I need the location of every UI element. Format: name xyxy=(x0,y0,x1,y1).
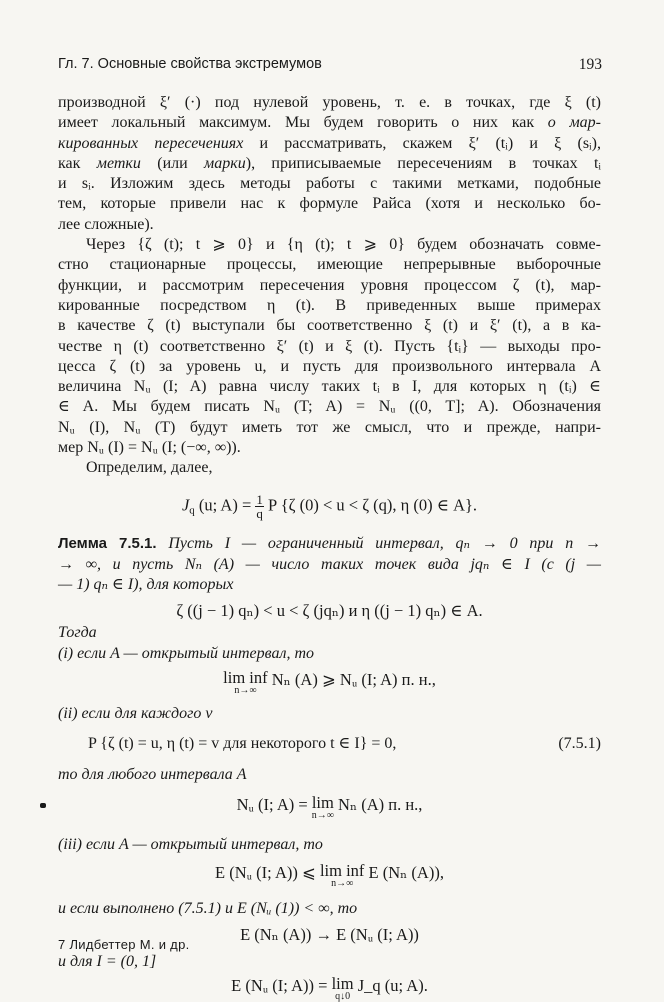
lemma-iii-label xyxy=(58,835,601,855)
lemma-text: и если выполнено (7.5.1) и E (Nᵤ (1)) < ∞, то xyxy=(58,900,358,918)
formula-rhs: Nₙ (A) п. н., xyxy=(338,794,423,814)
text-span: (или xyxy=(140,154,205,172)
lemma-block xyxy=(58,534,601,595)
limit-subscript: n→∞ xyxy=(234,685,257,696)
lemma-text: то для любого интервала A xyxy=(58,765,247,783)
lemma-i-label xyxy=(58,644,601,664)
equation-7-5-1 xyxy=(58,734,601,754)
text-line: и sᵢ. Изложим здесь методы работы с такими метками, подобные xyxy=(58,175,601,193)
italic-term: марки xyxy=(204,154,246,172)
limit-subscript: n→∞ xyxy=(331,878,354,890)
lemma-text: → ∞, и пусть Nₙ (A) — число таких точек вида jqₙ ∈ I (c (j — xyxy=(58,555,601,573)
lemma-then xyxy=(58,623,601,643)
limit-operator xyxy=(223,670,267,696)
lemma-title: Лемма 7.5.1. xyxy=(58,535,157,553)
lemma-ii-then xyxy=(58,765,601,785)
text-line xyxy=(58,113,601,133)
signature-line: 7 Лидбеттер М. и др. xyxy=(58,937,190,952)
lemma-text: Тогда xyxy=(58,624,97,642)
paragraph-2 xyxy=(58,235,601,458)
text-span: и рассматривать, скажем ξ′ (tᵢ) и ξ (sᵢ), xyxy=(243,134,601,152)
text-line xyxy=(58,134,601,154)
text-line: тем, которые привели нас к формуле Райса (хотя и несколько бо- xyxy=(58,195,601,213)
limit-label: lim inf xyxy=(319,861,365,881)
formula-rhs: J_q (u; A). xyxy=(357,976,428,996)
text-line: Nᵤ (I), Nᵤ (T) будут иметь тот же смысл, что и прежде, напри- xyxy=(58,418,601,436)
limit-operator xyxy=(320,863,364,889)
print-mark xyxy=(40,803,46,808)
lemma-text: (iii) если A — открытый интервал, то xyxy=(58,835,323,853)
fraction-numerator: 1 xyxy=(256,491,263,507)
equation-number: (7.5.1) xyxy=(558,735,601,753)
limit-operator xyxy=(311,792,334,821)
lemma-text: Пусть I — ограниченный интервал, qₙ → 0 при n → xyxy=(168,535,602,553)
lemma-text: — 1) qₙ ∈ I), для которых xyxy=(58,575,234,593)
text-span: ), приписываемые пересечениям в точках tᵢ xyxy=(245,154,602,172)
lemma-condition: ζ ((j − 1) qₙ) < u < ζ (jqₙ) и η ((j − 1) qₙ) ∈ A. xyxy=(176,601,483,621)
text-line: Через {ζ (t); t ⩾ 0} и {η (t); t ⩾ 0} будем обозначать совме- xyxy=(86,236,601,254)
fraction-denominator: q xyxy=(256,505,263,521)
lemma-text: и для I = (0, 1] xyxy=(58,952,157,970)
italic-term: метки xyxy=(96,154,141,172)
formula-iii-3 xyxy=(58,976,601,1002)
lemma-text: (i) если A — открытый интервал, то xyxy=(58,644,315,662)
formula-lhs: Nᵤ (I; A) = xyxy=(236,794,308,814)
formula-args: (u; A) = xyxy=(198,494,252,514)
text-line: функции, и рассмотрим пересечения уровня процессом ζ (t), мар- xyxy=(58,276,601,294)
formula-i xyxy=(58,670,601,696)
formula-iii xyxy=(58,863,601,889)
formula-rhs: P {ζ (0) < u < ζ (q), η (0) ∈ A}. xyxy=(268,494,478,514)
limit-subscript: q↓0 xyxy=(335,991,351,1002)
limit-label: lim xyxy=(311,792,334,812)
text-span: имеет локальный максимум. Мы будем говорить о них как xyxy=(58,114,548,132)
text-line: честве η (t) соответственно ξ′ (t) и ξ (t). Пусть {tᵢ} — выходы про- xyxy=(58,337,601,355)
chapter-title: Гл. 7. Основные свойства экстремумов xyxy=(58,56,322,72)
limit-subscript: n→∞ xyxy=(311,809,334,821)
formula-subscript: q xyxy=(189,503,195,516)
paragraph-3: Определим, далее, xyxy=(86,459,213,477)
page-body xyxy=(58,93,601,1002)
lemma-iii-cond xyxy=(58,899,601,919)
text-line: в качестве ζ (t) выступали бы соответственно ξ (t) и ξ′ (t), а в ка- xyxy=(58,317,601,335)
formula-jq xyxy=(58,493,601,521)
paragraph-1 xyxy=(58,93,601,235)
text-span: как xyxy=(58,154,97,172)
text-line: мер Nᵤ (I) = Nᵤ (I; (−∞, ∞)). xyxy=(58,439,241,457)
text-line: ∈ A. Мы будем писать Nᵤ (T; A) = Nᵤ ((0, T]; A). Обозначения xyxy=(58,398,601,416)
lemma-text: (ii) если для каждого v xyxy=(58,705,213,722)
formula-rhs: Nₙ (A) ⩾ Nᵤ (I; A) п. н., xyxy=(271,670,436,689)
formula-ii xyxy=(58,792,601,821)
running-header xyxy=(58,56,602,76)
italic-term: о мар- xyxy=(547,114,601,132)
text-line: кированные посредством η (t). В приведенных выше примерах xyxy=(58,296,601,314)
formula-lhs: E (Nᵤ (I; A)) ⩽ xyxy=(215,863,316,883)
page-number: 193 xyxy=(578,56,602,73)
formula-iii-2: E (Nₙ (A)) → E (Nᵤ (I; A)) xyxy=(240,925,419,945)
limit-label: lim inf xyxy=(223,668,268,687)
text-line: цесса ζ (t) за уровень u, и пусть для произвольного интервала A xyxy=(58,357,601,375)
lemma-ii-label xyxy=(58,704,601,724)
text-line: стно стационарные процессы, имеющие непрерывные выборочные xyxy=(58,256,601,274)
italic-term: кированных пересечениях xyxy=(58,134,244,152)
text-line: производной ξ′ (·) под нулевой уровень, т. е. в точках, где ξ (t) xyxy=(58,94,601,111)
text-line: величина Nᵤ (I; A) равна числу таких tᵢ в I, для которых η (tᵢ) ∈ xyxy=(58,378,601,396)
limit-operator xyxy=(332,976,354,1002)
text-line: лее сложные). xyxy=(58,215,154,233)
limit-label: lim xyxy=(331,974,354,994)
text-line xyxy=(58,534,601,554)
formula-symbol: J xyxy=(181,494,190,514)
formula-body: P {ζ (t) = u, η (t) = v для некоторого t ∈ I} = 0, xyxy=(88,735,397,753)
formula-rhs: E (Nₙ (A)), xyxy=(368,863,444,883)
fraction xyxy=(255,493,264,520)
formula-lhs: E (Nᵤ (I; A)) = xyxy=(231,976,328,996)
text-line xyxy=(58,154,601,174)
lemma-iii-cond2 xyxy=(58,952,601,972)
